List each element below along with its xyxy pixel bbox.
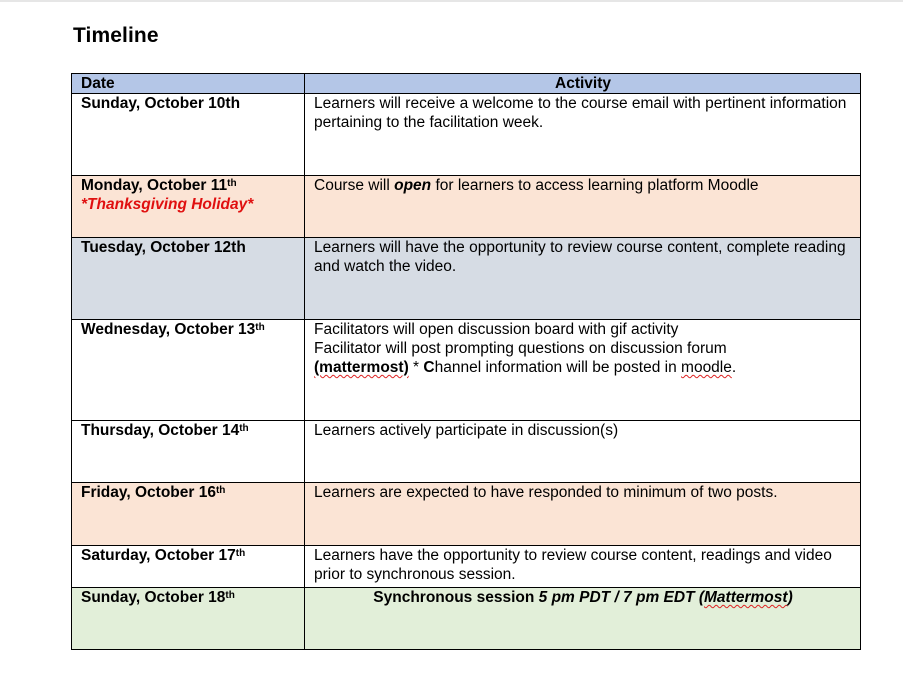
row-date: Tuesday, October 12th: [72, 238, 305, 320]
mattermost-text: Mattermost: [704, 589, 788, 606]
table-header-row: [72, 74, 861, 94]
row-date: [72, 421, 305, 483]
table-row: [72, 176, 861, 238]
table-row: [72, 546, 861, 588]
row-date: [72, 176, 305, 238]
activity-text: Course will: [314, 177, 395, 194]
row-date: [72, 320, 305, 421]
row-date: [72, 588, 305, 650]
date-text: Friday, October 16: [81, 484, 216, 501]
activity-text: .: [731, 359, 737, 376]
table-row: [72, 483, 861, 546]
row-activity: Learners have the opportunity to review course content, readings and video prior to synchronous session.: [305, 546, 861, 588]
activity-line: Facilitators will open discussion board with gif activity: [314, 321, 679, 338]
row-date: [72, 483, 305, 546]
row-activity: Learners will have the opportunity to review course content, complete reading and watch the video.: [305, 238, 861, 320]
table-row: [72, 238, 861, 320]
header-date: Date: [72, 74, 305, 94]
date-suffix: th: [225, 590, 235, 601]
row-activity: [305, 588, 861, 650]
date-text: Sunday, October 18: [81, 589, 226, 606]
moodle-text: moodle: [681, 359, 732, 376]
row-date: Sunday, October 10th: [72, 94, 305, 176]
holiday-note: *Thanksgiving Holiday*: [81, 196, 254, 213]
paren-close: ): [787, 589, 793, 606]
activity-bold-letter: C: [423, 359, 435, 376]
timeline-table: [71, 73, 861, 650]
activity-line: Facilitator will post prompting questions on discussion forum: [314, 340, 727, 357]
date-text: Thursday, October 14: [81, 422, 240, 439]
row-activity: Learners are expected to have responded to minimum of two posts.: [305, 483, 861, 546]
date-suffix: th: [227, 178, 237, 189]
activity-text: *: [408, 359, 424, 376]
row-activity: [305, 320, 861, 421]
activity-time: [539, 589, 793, 606]
document-title: Timeline: [73, 24, 159, 47]
header-activity: Activity: [305, 74, 861, 94]
row-activity: Learners actively participate in discussion(s): [305, 421, 861, 483]
mattermost-text: (mattermost): [314, 359, 409, 376]
table-row: [72, 588, 861, 650]
activity-text: hannel information will be posted in: [434, 359, 682, 376]
row-date: [72, 546, 305, 588]
date-suffix: th: [235, 548, 246, 559]
activity-text: for learners to access learning platform Moodle: [431, 177, 759, 194]
row-activity: [305, 176, 861, 238]
date-suffix: th: [255, 322, 265, 333]
date-text: Saturday, October 17: [81, 547, 236, 564]
activity-bold: Synchronous session: [373, 589, 539, 606]
table-row: [72, 320, 861, 421]
time-text: 5 pm PDT / 7 pm EDT (: [538, 589, 705, 606]
activity-emphasis: open: [394, 177, 432, 194]
date-text: Wednesday, October 13: [81, 321, 256, 338]
date-suffix: th: [215, 485, 226, 496]
top-border: [0, 0, 903, 2]
table-row: [72, 421, 861, 483]
date-text: Monday, October 11: [81, 177, 228, 194]
row-activity: Learners will receive a welcome to the course email with pertinent information pertaining to the facilitation week.: [305, 94, 861, 176]
table-row: [72, 94, 861, 176]
date-suffix: th: [239, 423, 249, 434]
